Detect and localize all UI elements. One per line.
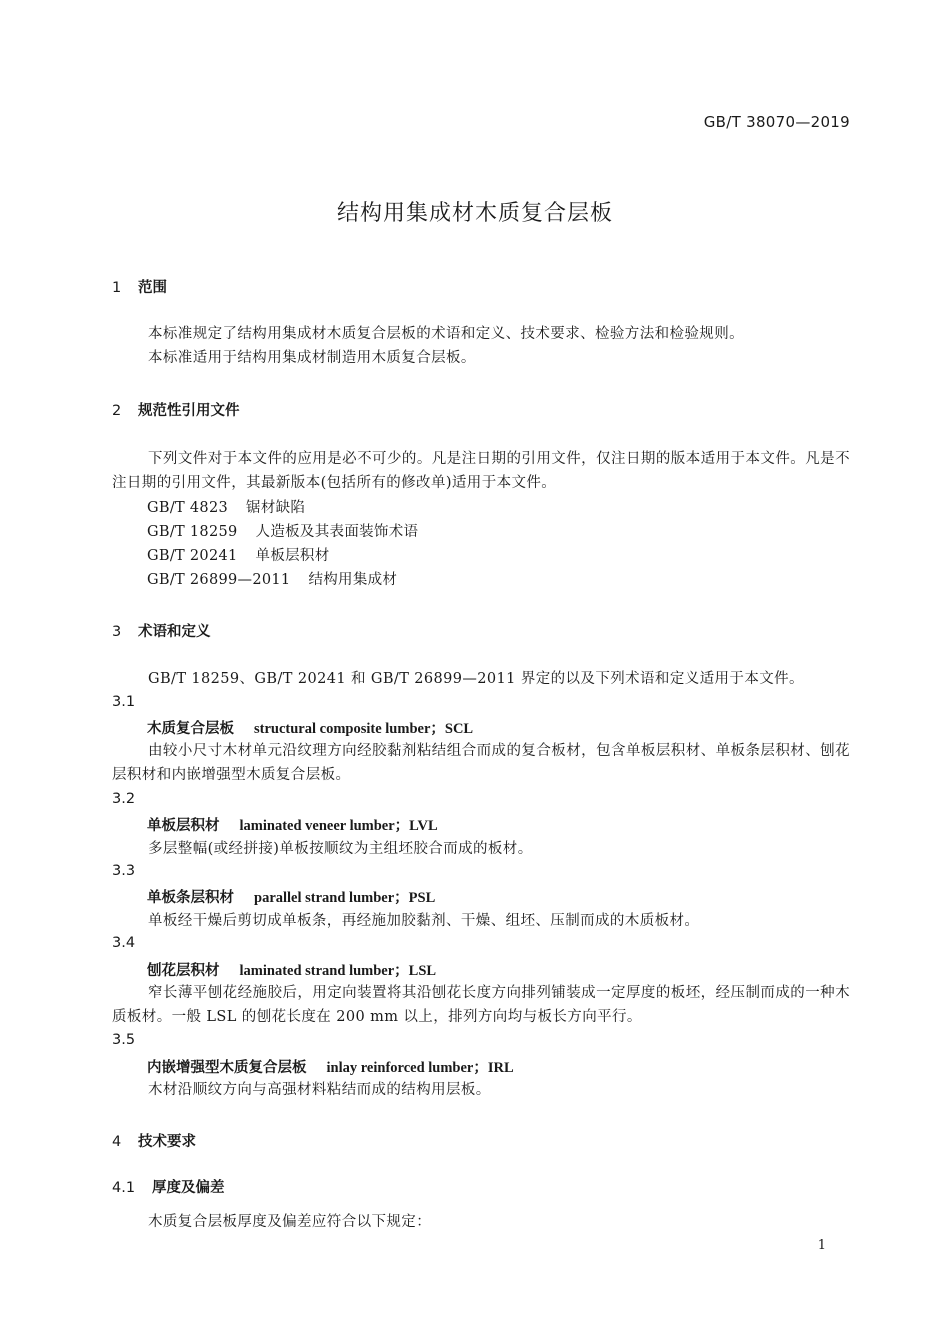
term-number: 3.4 [112, 935, 136, 951]
term-number: 3.3 [112, 863, 136, 879]
term-definition: 窄长薄平刨花经施胶后，用定向装置将其沿刨花长度方向排列铺装成一定厚度的板坯，经压制而成的一种木质板材。一般 LSL 的刨花长度在 200 mm 以上，排列方向均与板长方向平行。 [112, 985, 850, 1025]
term-chinese: 木质复合层板 [147, 721, 234, 737]
term-english: structural composite lumber；SCL [254, 721, 474, 737]
term-chinese: 内嵌增强型木质复合层板 [147, 1060, 307, 1076]
reference-code: GB/T 18259 [147, 524, 238, 540]
section-3-heading [112, 620, 211, 641]
subsection-number: 4.1 [112, 1180, 136, 1196]
term-english: parallel strand lumber；PSL [254, 890, 436, 906]
section-1-paragraph-1: 本标准规定了结构用集成材木质复合层板的术语和定义、技术要求、检验方法和检验规则。 [148, 326, 744, 342]
term-heading [147, 717, 473, 738]
term-heading [147, 1056, 514, 1077]
reference-name: 单板层积材 [255, 548, 330, 564]
term-definition: 由较小尺寸木材单元沿纹理方向经胶黏剂粘结组合而成的复合板材，包含单板层积材、单板条层积材、刨花层积材和内嵌增强型木质复合层板。 [112, 743, 850, 783]
reference-item [147, 544, 330, 565]
section-1-paragraph-2: 本标准适用于结构用集成材制造用木质复合层板。 [148, 350, 476, 366]
section-number: 2 [112, 403, 122, 419]
subsection-4-1-heading [112, 1176, 225, 1197]
section-number: 3 [112, 624, 122, 640]
term-english: inlay reinforced lumber；IRL [326, 1060, 514, 1076]
section-title: 范围 [138, 280, 167, 296]
reference-code: GB/T 20241 [147, 548, 238, 564]
term-definition: 多层整幅(或经拼接)单板按顺纹为主组坯胶合而成的板材。 [148, 841, 533, 857]
term-chinese: 单板层积材 [147, 818, 220, 834]
reference-item [147, 520, 418, 541]
section-2-heading [112, 399, 240, 420]
page-number: 1 [817, 1238, 826, 1253]
term-definition: 木材沿顺纹方向与高强材料粘结而成的结构用层板。 [148, 1082, 491, 1098]
term-heading [147, 886, 435, 907]
section-number: 1 [112, 280, 122, 296]
reference-name: 结构用集成材 [308, 572, 398, 588]
section-title: 术语和定义 [138, 624, 211, 640]
reference-code: GB/T 26899—2011 [147, 572, 291, 588]
reference-item [147, 568, 397, 589]
term-definition: 单板经干燥后剪切成单板条，再经施加胶黏剂、干燥、组坯、压制而成的木质板材。 [148, 913, 700, 929]
reference-name: 锯材缺陷 [246, 500, 306, 516]
term-english: laminated veneer lumber；LVL [239, 818, 438, 834]
term-number: 3.5 [112, 1032, 136, 1048]
term-heading [147, 959, 436, 980]
term-number: 3.1 [112, 694, 136, 710]
subsection-title: 厚度及偏差 [152, 1180, 225, 1196]
reference-name: 人造板及其表面装饰术语 [255, 524, 419, 540]
term-english: laminated strand lumber；LSL [239, 963, 437, 979]
section-number: 4 [112, 1134, 122, 1150]
section-1-heading [112, 276, 167, 297]
section-3-paragraph-1: GB/T 18259、GB/T 20241 和 GB/T 26899—2011 界定的以及下列术语和定义适用于本文件。 [148, 671, 804, 687]
reference-code: GB/T 4823 [147, 500, 229, 516]
term-chinese: 刨花层积材 [147, 963, 220, 979]
standard-code: GB/T 38070—2019 [703, 113, 850, 131]
section-4-heading [112, 1130, 196, 1151]
subsection-4-1-paragraph-1: 木质复合层板厚度及偏差应符合以下规定： [148, 1214, 432, 1230]
reference-item [147, 496, 305, 517]
term-chinese: 单板条层积材 [147, 890, 234, 906]
term-number: 3.2 [112, 791, 136, 807]
section-title: 规范性引用文件 [138, 403, 240, 419]
section-2-paragraph-1: 下列文件对于本文件的应用是必不可少的。凡是注日期的引用文件，仅注日期的版本适用于本文件。凡是不注日期的引用文件，其最新版本(包括所有的修改单)适用于本文件。 [112, 451, 850, 491]
term-heading [147, 814, 438, 835]
document-title: 结构用集成材木质复合层板 [336, 201, 613, 226]
section-title: 技术要求 [138, 1134, 196, 1150]
